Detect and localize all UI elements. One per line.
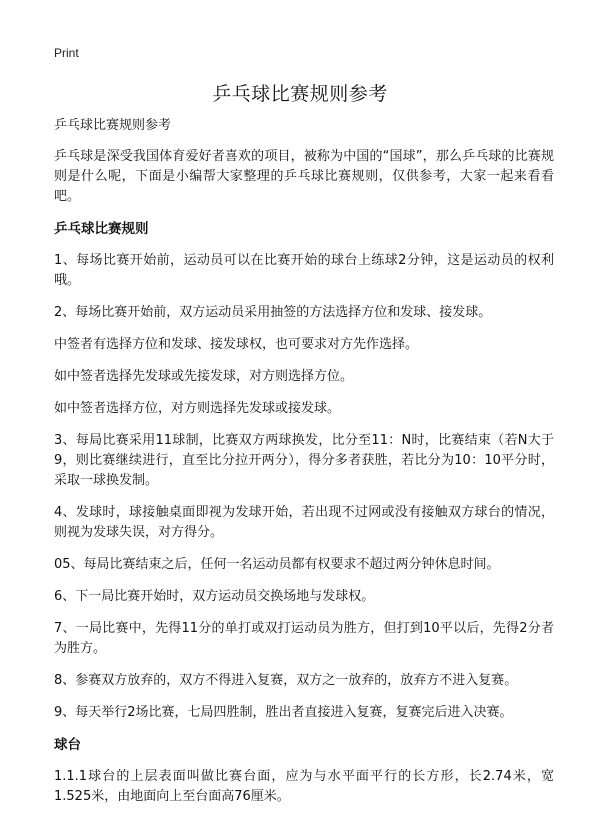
rule-paragraph: 4、发球时，球接触桌面即视为发球开始，若出现不过网或没有接触双方球台的情况，则视为发球失误，对方得分。: [54, 505, 554, 540]
table-paragraph: 1.1.1球台的上层表面叫做比赛台面，应为与水平面平行的长方形，长2.74米，宽1.525米，由地面向上至台面高76厘米。: [54, 769, 554, 804]
section-heading-rules: 乒乓球比赛规则: [54, 221, 149, 237]
rule-paragraph: 1、每场比赛开始前，运动员可以在比赛开始的球台上练球2分钟，这是运动员的权利哦。: [54, 253, 554, 288]
print-link[interactable]: Print: [54, 46, 79, 60]
rule-paragraph: 3、每局比赛采用11球制，比赛双方两球换发，比分至11：N时，比赛结束（若N大于9，则比赛继续进行，直至比分拉开两分），得分多者获胜，若比分为10：10平分时，采取一球换发制。: [54, 433, 554, 488]
rule-paragraph: 2、每场比赛开始前，双方运动员采用抽签的方法选择方位和发球、接发球。: [54, 305, 492, 320]
intro-paragraph: 乒乓球是深受我国体育爱好者喜欢的项目，被称为中国的“国球”，那么乒乓球的比赛规则是什么呢，下面是小编帮大家整理的乒乓球比赛规则，仅供参考，大家一起来看看吧。: [54, 149, 554, 204]
rule-paragraph: 8、参赛双方放弃的，双方不得进入复赛，双方之一放弃的，放弃方不进入复赛。: [54, 673, 518, 688]
section-heading-table: 球台: [54, 737, 81, 753]
rule-paragraph: 6、下一局比赛开始时，双方运动员交换场地与发球权。: [54, 589, 375, 604]
subtitle: 乒乓球比赛规则参考: [54, 118, 172, 133]
rule-paragraph: 中签者有选择方位和发球、接发球权，也可要求对方先作选择。: [54, 337, 419, 352]
page-title: 乒乓球比赛规则参考: [212, 83, 388, 105]
rule-paragraph: 9、每天举行2场比赛，七局四胜制，胜出者直接进入复赛，复赛完后进入决赛。: [54, 705, 513, 720]
rule-paragraph: 如中签者选择先发球或先接发球，对方则选择方位。: [54, 369, 354, 384]
rule-paragraph: 7、一局比赛中，先得11分的单打或双打运动员为胜方，但打到10平以后，先得2分者为胜方。: [54, 621, 554, 656]
rule-paragraph: 如中签者选择方位，对方则选择先发球或接发球。: [54, 401, 341, 416]
rule-paragraph: 05、每局比赛结束之后，任何一名运动员都有权要求不超过两分钟休息时间。: [54, 557, 500, 572]
article-body: [54, 116, 554, 819]
